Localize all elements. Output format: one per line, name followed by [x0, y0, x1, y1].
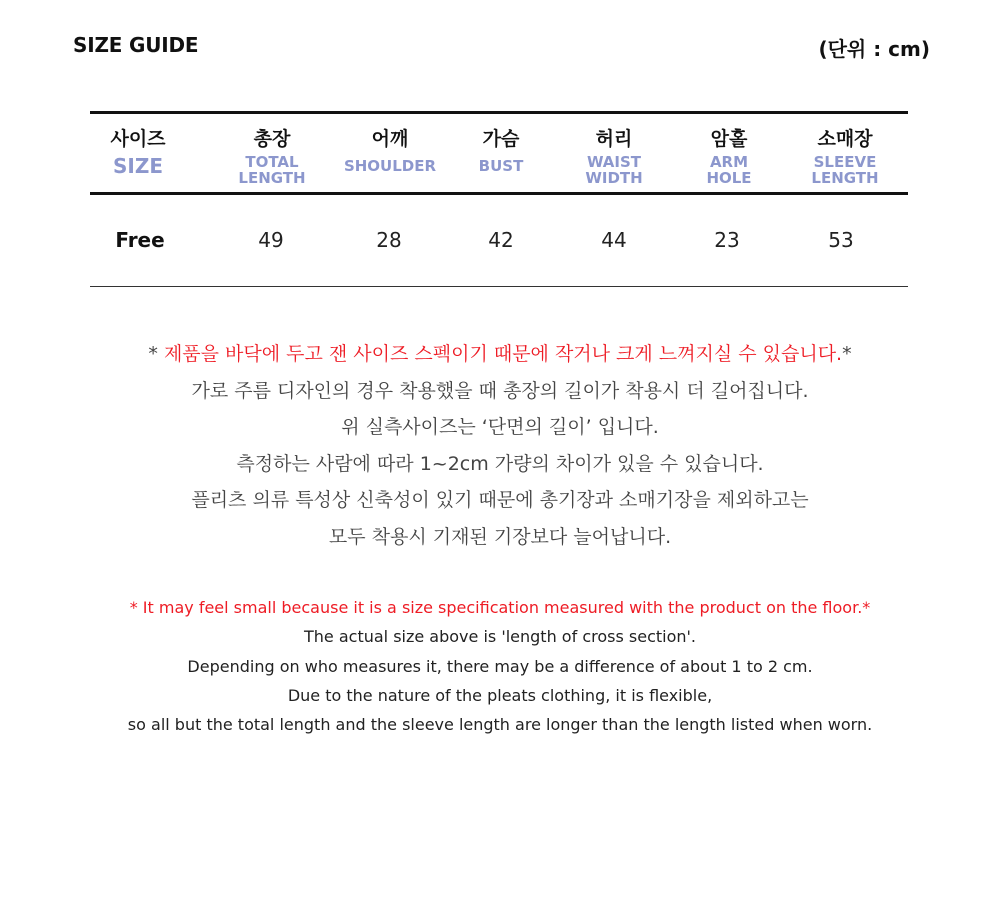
- column-header-waist-width: [585, 114, 642, 186]
- column-header-sleeve-length: [811, 114, 878, 186]
- table-header-row: [90, 114, 908, 192]
- column-header-en: SIZE: [112, 154, 163, 178]
- column-header-ko: 소매장: [817, 128, 873, 150]
- warning-prefix: *: [148, 343, 164, 365]
- column-header-shoulder: [344, 114, 436, 174]
- column-header-size: [110, 114, 165, 178]
- korean-note-line: 측정하는 사람에 따라 1~2cm 가량의 차이가 있을 수 있습니다.: [236, 452, 764, 475]
- table-bottom-rule: [90, 286, 908, 287]
- english-note-line: The actual size above is 'length of cross section'.: [304, 627, 696, 647]
- size-table: [90, 111, 908, 287]
- korean-note-line: 가로 주름 디자인의 경우 착용했을 때 총장의 길이가 착용시 더 길어집니다.: [191, 379, 809, 402]
- korean-note-line: 모두 착용시 기재된 기장보다 늘어납니다.: [328, 525, 672, 548]
- column-header-en: BUST: [478, 157, 524, 175]
- column-header-ko: 사이즈: [110, 128, 166, 150]
- column-header-en: HOLE: [706, 169, 752, 187]
- english-note-line: Due to the nature of the pleats clothing, it is flexible,: [287, 685, 713, 705]
- korean-note-line: 위 실측사이즈는 ‘단면의 길이’ 입니다.: [341, 416, 659, 438]
- column-header-ko: 암홀: [710, 128, 748, 150]
- column-header-en: LENGTH: [811, 169, 879, 187]
- table-row: [90, 195, 908, 286]
- english-notes: [0, 593, 1000, 739]
- english-note-line: Depending on who measures it, there may be a difference of about 1 to 2 cm.: [187, 656, 813, 676]
- korean-warning-line: [0, 336, 1000, 373]
- korean-note-line: 플리츠 의류 특성상 신축성이 있기 때문에 총기장과 소매기장을 제외하고는: [191, 489, 809, 511]
- column-header-en: ARM: [709, 153, 749, 171]
- column-header-bust: [479, 114, 524, 174]
- column-header-ko: 가슴: [482, 128, 520, 150]
- cell-sleeve-length: 53: [828, 228, 854, 252]
- column-header-ko: 총장: [253, 128, 291, 150]
- warning-text: 제품을 바닥에 두고 잰 사이즈 스펙이기 때문에 작거나 크게 느껴지실 수 있습니다.: [163, 343, 843, 365]
- column-header-en: WAIST: [586, 153, 642, 171]
- column-header-ko: 허리: [595, 128, 633, 150]
- column-header-en: WIDTH: [585, 169, 643, 187]
- cell-bust: 42: [488, 228, 514, 252]
- warning-suffix: *: [842, 343, 852, 365]
- column-header-en: LENGTH: [238, 169, 306, 187]
- column-header-en: SHOULDER: [343, 157, 437, 175]
- column-header-ko: 어깨: [371, 128, 409, 150]
- cell-shoulder: 28: [376, 228, 402, 252]
- column-header-total-length: [238, 114, 305, 186]
- cell-size: Free: [115, 228, 165, 252]
- english-warning-line: * It may feel small because it is a size specification measured with the product on the floor.*: [129, 598, 871, 617]
- cell-waist-width: 44: [601, 228, 627, 252]
- column-header-en: SLEEVE: [813, 153, 877, 171]
- size-guide-title: SIZE GUIDE: [73, 33, 199, 57]
- column-header-arm-hole: [706, 114, 751, 186]
- unit-label: (단위 : cm): [818, 37, 930, 61]
- cell-total-length: 49: [258, 228, 284, 252]
- korean-notes: [0, 336, 1000, 555]
- column-header-en: TOTAL: [245, 153, 299, 171]
- english-note-line: so all but the total length and the sleeve length are longer than the length listed when worn.: [127, 715, 873, 735]
- cell-arm-hole: 23: [714, 228, 740, 252]
